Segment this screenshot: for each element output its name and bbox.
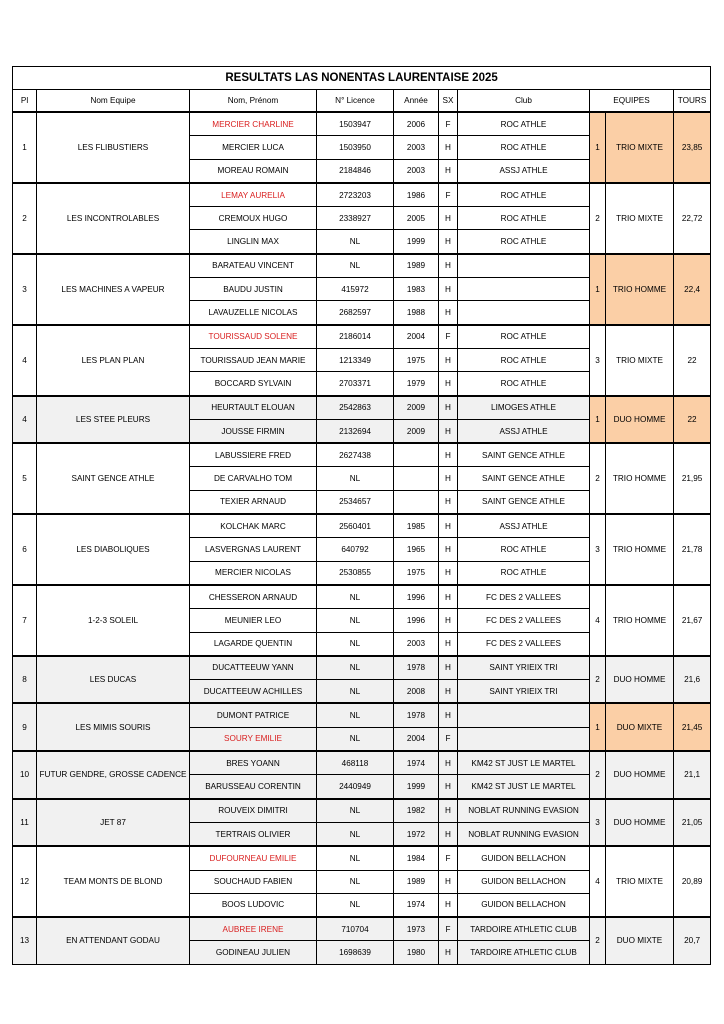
team-group [13,183,711,254]
club-cell: SAINT GENCE ATHLE [458,443,590,467]
club-cell: FC DES 2 VALLEES [458,609,590,632]
club-cell: LIMOGES ATHLE [458,396,590,420]
sex-cell: H [439,159,458,183]
team-name-cell: LES FLIBUSTIERS [37,112,190,183]
sex-cell: H [439,680,458,704]
rank-cell: 12 [13,846,37,917]
year-cell: 1996 [394,609,439,632]
sex-cell: H [439,230,458,254]
sex-cell: H [439,348,458,371]
sex-cell: H [439,870,458,893]
club-cell: TARDOIRE ATHLETIC CLUB [458,941,590,964]
header-name: Nom, Prénom [190,90,317,113]
rank-cell: 3 [13,254,37,325]
licence-cell: NL [317,870,394,893]
licence-cell: NL [317,822,394,846]
year-cell: 1983 [394,278,439,301]
club-cell: NOBLAT RUNNING EVASION [458,799,590,823]
sex-cell: H [439,632,458,656]
year-cell: 1975 [394,561,439,585]
category-rank-cell: 1 [590,396,606,444]
table-row [13,112,711,136]
year-cell [394,443,439,467]
tours-cell: 20,7 [674,917,711,964]
member-name-cell: DUCATTEEUW ACHILLES [190,680,317,704]
table-row [13,443,711,467]
club-cell: GUIDON BELLACHON [458,870,590,893]
year-cell [394,490,439,514]
category-rank-cell: 2 [590,656,606,704]
sex-cell: H [439,561,458,585]
rank-cell: 5 [13,443,37,514]
table-row [13,703,711,727]
member-name-cell: LEMAY AURELIA [190,183,317,207]
club-cell: TARDOIRE ATHLETIC CLUB [458,917,590,941]
category-cell: TRIO MIXTE [606,846,674,917]
licence-cell: 1503950 [317,136,394,159]
sex-cell: H [439,372,458,396]
team-name-cell: LES MACHINES A VAPEUR [37,254,190,325]
licence-cell: 1213349 [317,348,394,371]
member-name-cell: SOUCHAUD FABIEN [190,870,317,893]
table-row [13,396,711,420]
club-cell: ROC ATHLE [458,230,590,254]
team-group [13,799,711,847]
header-team: Nom Equipe [37,90,190,113]
member-name-cell: MERCIER LUCA [190,136,317,159]
team-name-cell: JET 87 [37,799,190,847]
member-name-cell: TERTRAIS OLIVIER [190,822,317,846]
table-row [13,254,711,278]
member-name-cell: BAUDU JUSTIN [190,278,317,301]
year-cell: 2009 [394,419,439,443]
rank-cell: 8 [13,656,37,704]
licence-cell: NL [317,727,394,751]
tours-cell: 22 [674,325,711,396]
year-cell: 1984 [394,846,439,870]
licence-cell: NL [317,703,394,727]
category-cell: DUO HOMME [606,656,674,704]
category-cell: TRIO HOMME [606,254,674,325]
year-cell: 1999 [394,775,439,799]
team-group [13,751,711,799]
header-licence: N° Licence [317,90,394,113]
results-sheet [12,66,710,965]
licence-cell: 2132694 [317,419,394,443]
year-cell: 1988 [394,301,439,325]
licence-cell: 415972 [317,278,394,301]
member-name-cell: TOURISSAUD SOLENE [190,325,317,349]
club-cell [458,278,590,301]
sex-cell: H [439,419,458,443]
tours-cell: 22,4 [674,254,711,325]
licence-cell: NL [317,632,394,656]
sex-cell: H [439,467,458,490]
member-name-cell: LAVAUZELLE NICOLAS [190,301,317,325]
tours-cell: 23,85 [674,112,711,183]
club-cell: ROC ATHLE [458,372,590,396]
year-cell: 1972 [394,822,439,846]
category-rank-cell: 3 [590,514,606,585]
licence-cell: 640792 [317,538,394,561]
member-name-cell: LASVERGNAS LAURENT [190,538,317,561]
year-cell: 2004 [394,727,439,751]
rank-cell: 9 [13,703,37,751]
tours-cell: 20,89 [674,846,711,917]
licence-cell: 1503947 [317,112,394,136]
club-cell: ROC ATHLE [458,112,590,136]
tours-cell: 22 [674,396,711,444]
year-cell: 1985 [394,514,439,538]
year-cell: 2006 [394,112,439,136]
year-cell: 1973 [394,917,439,941]
sex-cell: H [439,751,458,775]
member-name-cell: CREMOUX HUGO [190,207,317,230]
tours-cell: 21,95 [674,443,711,514]
licence-cell: NL [317,254,394,278]
licence-cell: 2186014 [317,325,394,349]
club-cell: ROC ATHLE [458,538,590,561]
year-cell: 1999 [394,230,439,254]
club-cell: ASSJ ATHLE [458,159,590,183]
sex-cell: H [439,775,458,799]
member-name-cell: TOURISSAUD JEAN MARIE [190,348,317,371]
rank-cell: 6 [13,514,37,585]
sex-cell: F [439,112,458,136]
year-cell: 1989 [394,254,439,278]
sex-cell: H [439,136,458,159]
sex-cell: F [439,727,458,751]
sex-cell: H [439,396,458,420]
category-cell: TRIO HOMME [606,585,674,656]
member-name-cell: DUCATTEEUW YANN [190,656,317,680]
member-name-cell: KOLCHAK MARC [190,514,317,538]
category-cell: TRIO HOMME [606,514,674,585]
category-rank-cell: 2 [590,443,606,514]
club-cell: SAINT GENCE ATHLE [458,490,590,514]
club-cell: SAINT YRIEIX TRI [458,656,590,680]
sex-cell: H [439,538,458,561]
licence-cell: 2530855 [317,561,394,585]
licence-cell: NL [317,893,394,917]
licence-cell: NL [317,846,394,870]
table-row [13,917,711,941]
team-name-cell: LES INCONTROLABLES [37,183,190,254]
member-name-cell: AUBREE IRENE [190,917,317,941]
team-name-cell: TEAM MONTS DE BLOND [37,846,190,917]
sex-cell: H [439,207,458,230]
year-cell: 2004 [394,325,439,349]
member-name-cell: SOURY EMILIE [190,727,317,751]
club-cell: ROC ATHLE [458,561,590,585]
category-rank-cell: 4 [590,846,606,917]
team-group [13,396,711,444]
team-name-cell: LES PLAN PLAN [37,325,190,396]
category-cell: DUO HOMME [606,751,674,799]
category-cell: DUO MIXTE [606,917,674,964]
sex-cell: F [439,183,458,207]
category-rank-cell: 3 [590,799,606,847]
member-name-cell: LAGARDE QUENTIN [190,632,317,656]
licence-cell: NL [317,467,394,490]
member-name-cell: DUFOURNEAU EMILIE [190,846,317,870]
team-group [13,917,711,964]
team-group [13,703,711,751]
tours-cell: 21,6 [674,656,711,704]
club-cell: FC DES 2 VALLEES [458,585,590,609]
year-cell: 2003 [394,159,439,183]
member-name-cell: HEURTAULT ELOUAN [190,396,317,420]
club-cell [458,703,590,727]
sex-cell: H [439,443,458,467]
year-cell: 1986 [394,183,439,207]
team-name-cell: FUTUR GENDRE, GROSSE CADENCE [37,751,190,799]
team-name-cell: LES DUCAS [37,656,190,704]
member-name-cell: LABUSSIERE FRED [190,443,317,467]
sex-cell: F [439,917,458,941]
team-name-cell: LES DIABOLIQUES [37,514,190,585]
team-group [13,254,711,325]
sex-cell: H [439,703,458,727]
member-name-cell: GODINEAU JULIEN [190,941,317,964]
sex-cell: H [439,799,458,823]
table-row [13,585,711,609]
sex-cell: H [439,301,458,325]
licence-cell: NL [317,230,394,254]
category-cell: TRIO MIXTE [606,183,674,254]
year-cell: 1975 [394,348,439,371]
year-cell: 1978 [394,703,439,727]
member-name-cell: MOREAU ROMAIN [190,159,317,183]
club-cell: GUIDON BELLACHON [458,846,590,870]
table-row [13,751,711,775]
licence-cell: 2184846 [317,159,394,183]
category-rank-cell: 1 [590,703,606,751]
rank-cell: 1 [13,112,37,183]
category-rank-cell: 3 [590,325,606,396]
tours-cell: 21,05 [674,799,711,847]
team-group [13,656,711,704]
member-name-cell: MERCIER CHARLINE [190,112,317,136]
category-rank-cell: 1 [590,254,606,325]
category-cell: DUO HOMME [606,396,674,444]
member-name-cell: DE CARVALHO TOM [190,467,317,490]
table-row [13,656,711,680]
sex-cell: H [439,893,458,917]
licence-cell: 2723203 [317,183,394,207]
member-name-cell: ROUVEIX DIMITRI [190,799,317,823]
category-cell: TRIO MIXTE [606,325,674,396]
club-cell: KM42 ST JUST LE MARTEL [458,751,590,775]
club-cell: GUIDON BELLACHON [458,893,590,917]
licence-cell: NL [317,799,394,823]
year-cell [394,467,439,490]
club-cell: ROC ATHLE [458,348,590,371]
year-cell: 2003 [394,632,439,656]
club-cell: SAINT GENCE ATHLE [458,467,590,490]
header-row [13,90,711,113]
year-cell: 1980 [394,941,439,964]
member-name-cell: BRES YOANN [190,751,317,775]
sex-cell: F [439,846,458,870]
team-name-cell: LES MIMIS SOURIS [37,703,190,751]
sex-cell: H [439,822,458,846]
page-title: RESULTATS LAS NONENTAS LAURENTAISE 2025 [13,67,711,90]
rank-cell: 7 [13,585,37,656]
member-name-cell: CHESSERON ARNAUD [190,585,317,609]
licence-cell: 2542863 [317,396,394,420]
licence-cell: 2440949 [317,775,394,799]
team-group [13,846,711,917]
tours-cell: 21,1 [674,751,711,799]
sex-cell: H [439,490,458,514]
category-cell: DUO HOMME [606,799,674,847]
member-name-cell: BARUSSEAU CORENTIN [190,775,317,799]
licence-cell: 710704 [317,917,394,941]
table-row [13,183,711,207]
sex-cell: H [439,278,458,301]
member-name-cell: JOUSSE FIRMIN [190,419,317,443]
year-cell: 2008 [394,680,439,704]
rank-cell: 13 [13,917,37,964]
rank-cell: 4 [13,325,37,396]
sex-cell: H [439,254,458,278]
rank-cell: 11 [13,799,37,847]
licence-cell: 1698639 [317,941,394,964]
member-name-cell: MERCIER NICOLAS [190,561,317,585]
category-rank-cell: 4 [590,585,606,656]
team-group [13,443,711,514]
sex-cell: H [439,941,458,964]
sex-cell: H [439,609,458,632]
club-cell [458,727,590,751]
tours-cell: 21,78 [674,514,711,585]
club-cell: ASSJ ATHLE [458,514,590,538]
year-cell: 1974 [394,751,439,775]
club-cell: ROC ATHLE [458,325,590,349]
club-cell [458,301,590,325]
member-name-cell: DUMONT PATRICE [190,703,317,727]
results-table [12,66,711,965]
year-cell: 1978 [394,656,439,680]
team-group [13,112,711,183]
header-club: Club [458,90,590,113]
club-cell: FC DES 2 VALLEES [458,632,590,656]
category-cell: DUO MIXTE [606,703,674,751]
club-cell: ROC ATHLE [458,136,590,159]
licence-cell: 2682597 [317,301,394,325]
year-cell: 2003 [394,136,439,159]
tours-cell: 21,45 [674,703,711,751]
tours-cell: 21,67 [674,585,711,656]
team-group [13,325,711,396]
club-cell: SAINT YRIEIX TRI [458,680,590,704]
category-rank-cell: 2 [590,917,606,964]
year-cell: 1982 [394,799,439,823]
team-name-cell: 1-2-3 SOLEIL [37,585,190,656]
member-name-cell: BOCCARD SYLVAIN [190,372,317,396]
category-rank-cell: 2 [590,183,606,254]
year-cell: 1979 [394,372,439,396]
licence-cell: 2560401 [317,514,394,538]
table-row [13,514,711,538]
licence-cell: 2338927 [317,207,394,230]
year-cell: 1965 [394,538,439,561]
licence-cell: 468118 [317,751,394,775]
year-cell: 2005 [394,207,439,230]
member-name-cell: MEUNIER LEO [190,609,317,632]
category-cell: TRIO HOMME [606,443,674,514]
club-cell: NOBLAT RUNNING EVASION [458,822,590,846]
tours-cell: 22,72 [674,183,711,254]
team-name-cell: LES STEE PLEURS [37,396,190,444]
header-sex: SX [439,90,458,113]
sex-cell: H [439,656,458,680]
year-cell: 2009 [394,396,439,420]
licence-cell: NL [317,656,394,680]
category-rank-cell: 2 [590,751,606,799]
table-row [13,846,711,870]
year-cell: 1996 [394,585,439,609]
header-year: Année [394,90,439,113]
club-cell [458,254,590,278]
team-group [13,514,711,585]
licence-cell: 2534657 [317,490,394,514]
sex-cell: H [439,514,458,538]
rank-cell: 10 [13,751,37,799]
member-name-cell: BOOS LUDOVIC [190,893,317,917]
licence-cell: NL [317,609,394,632]
header-tours: TOURS [674,90,711,113]
licence-cell: 2627438 [317,443,394,467]
category-rank-cell: 1 [590,112,606,183]
table-row [13,325,711,349]
table-row [13,799,711,823]
member-name-cell: BARATEAU VINCENT [190,254,317,278]
sex-cell: H [439,585,458,609]
member-name-cell: TEXIER ARNAUD [190,490,317,514]
header-pl: Pl [13,90,37,113]
member-name-cell: LINGLIN MAX [190,230,317,254]
club-cell: ROC ATHLE [458,183,590,207]
rank-cell: 4 [13,396,37,444]
header-equipes: EQUIPES [590,90,674,113]
rank-cell: 2 [13,183,37,254]
year-cell: 1989 [394,870,439,893]
sex-cell: F [439,325,458,349]
team-name-cell: EN ATTENDANT GODAU [37,917,190,964]
team-group [13,585,711,656]
year-cell: 1974 [394,893,439,917]
club-cell: ROC ATHLE [458,207,590,230]
club-cell: KM42 ST JUST LE MARTEL [458,775,590,799]
licence-cell: 2703371 [317,372,394,396]
category-cell: TRIO MIXTE [606,112,674,183]
club-cell: ASSJ ATHLE [458,419,590,443]
team-name-cell: SAINT GENCE ATHLE [37,443,190,514]
licence-cell: NL [317,585,394,609]
licence-cell: NL [317,680,394,704]
